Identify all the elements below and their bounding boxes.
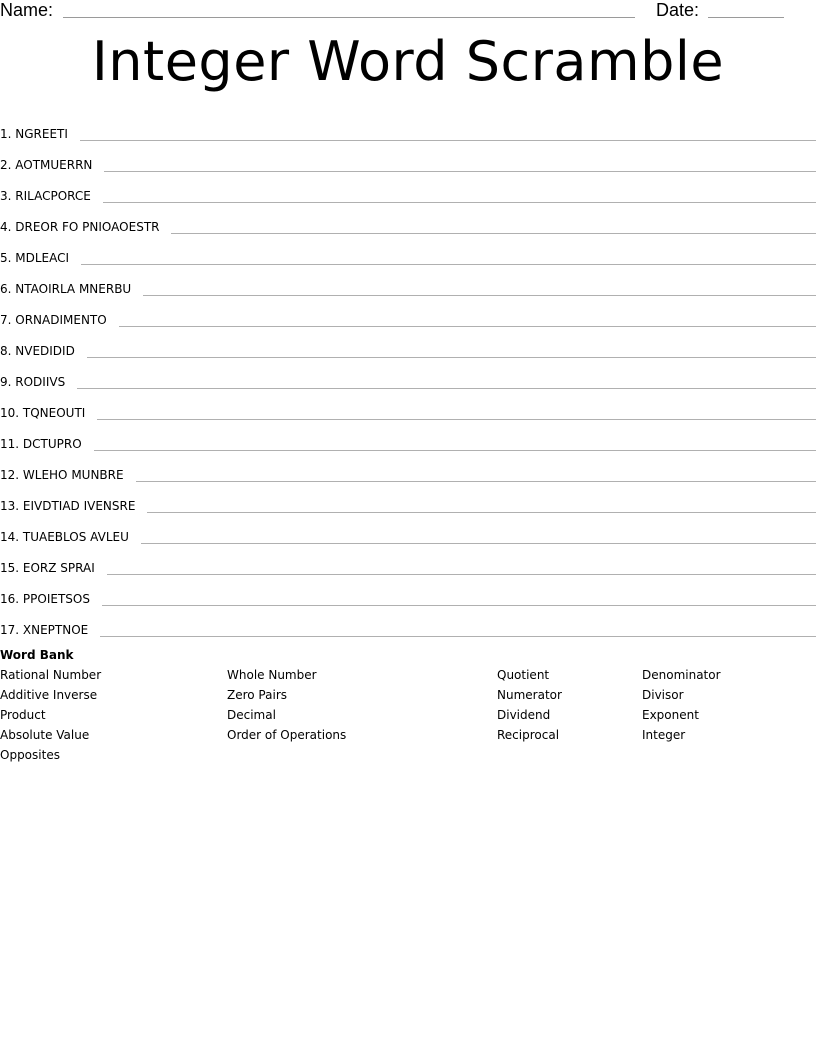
answer-line <box>141 543 816 544</box>
word-bank-item: Decimal <box>227 708 276 722</box>
name-label: Name: <box>0 0 54 20</box>
scramble-item <box>0 205 816 236</box>
scramble-item <box>0 608 816 639</box>
scramble-word: 17. XNEPTNOE <box>0 623 89 637</box>
word-bank-column <box>497 666 562 746</box>
answer-line <box>143 295 816 296</box>
scramble-word: 2. AOTMUERRN <box>0 158 93 172</box>
word-bank-item: Whole Number <box>227 668 317 682</box>
scramble-word: 15. EORZ SPRAI <box>0 561 95 575</box>
word-bank-title: Word Bank <box>0 648 74 662</box>
scramble-word: 6. NTAOIRLA MNERBU <box>0 282 132 296</box>
scramble-item <box>0 174 816 205</box>
word-bank-item: Reciprocal <box>497 728 560 742</box>
scramble-item <box>0 298 816 329</box>
answer-line <box>136 481 816 482</box>
scramble-word: 8. NVEDIDID <box>0 344 75 358</box>
scramble-word: 14. TUAEBLOS AVLEU <box>0 530 129 544</box>
answer-line <box>80 140 816 141</box>
answer-line <box>100 636 816 637</box>
date-field-line <box>708 17 784 18</box>
scramble-item <box>0 453 816 484</box>
header <box>0 0 816 22</box>
scramble-word: 12. WLEHO MUNBRE <box>0 468 124 482</box>
word-bank-column <box>0 666 101 766</box>
scramble-item <box>0 112 816 143</box>
scramble-item <box>0 391 816 422</box>
answer-line <box>107 574 816 575</box>
scramble-word: 7. ORNADIMENTO <box>0 313 107 327</box>
word-bank-item: Absolute Value <box>0 728 90 742</box>
word-bank-item: Quotient <box>497 668 550 682</box>
scramble-word: 3. RILACPORCE <box>0 189 91 203</box>
word-bank-item: Divisor <box>642 688 684 702</box>
page-title: Integer Word Scramble <box>91 30 725 93</box>
scramble-item <box>0 267 816 298</box>
scramble-item <box>0 329 816 360</box>
answer-line <box>147 512 816 513</box>
word-bank-item: Dividend <box>497 708 551 722</box>
word-bank-column <box>227 666 346 746</box>
date-label: Date: <box>656 0 700 20</box>
answer-line <box>81 264 816 265</box>
name-field-line <box>63 17 635 18</box>
scramble-item <box>0 360 816 391</box>
scramble-item <box>0 236 816 267</box>
word-bank-item: Opposites <box>0 748 60 762</box>
answer-line <box>103 202 816 203</box>
scramble-word: 10. TQNEOUTI <box>0 406 86 420</box>
word-bank-item: Numerator <box>497 688 562 702</box>
word-bank-item: Rational Number <box>0 668 102 682</box>
word-bank-item: Integer <box>642 728 686 742</box>
scramble-item <box>0 484 816 515</box>
answer-line <box>77 388 816 389</box>
word-bank-item: Exponent <box>642 708 699 722</box>
answer-line <box>171 233 816 234</box>
word-bank <box>0 646 816 786</box>
scramble-item <box>0 515 816 546</box>
scramble-word: 13. EIVDTIAD IVENSRE <box>0 499 136 513</box>
answer-line <box>87 357 816 358</box>
word-bank-item: Product <box>0 708 46 722</box>
scramble-word: 16. PPOIETSOS <box>0 592 90 606</box>
scramble-word: 5. MDLEACI <box>0 251 70 265</box>
scramble-word: 9. RODIIVS <box>0 375 66 389</box>
word-bank-item: Additive Inverse <box>0 688 98 702</box>
word-bank-column <box>642 666 721 746</box>
answer-line <box>119 326 816 327</box>
scramble-list <box>0 112 816 639</box>
scramble-word: 4. DREOR FO PNIOAOESTR <box>0 220 160 234</box>
scramble-word: 11. DCTUPRO <box>0 437 82 451</box>
scramble-item <box>0 143 816 174</box>
word-bank-grid <box>0 666 816 786</box>
scramble-item <box>0 422 816 453</box>
word-bank-item: Denominator <box>642 668 721 682</box>
scramble-word: 1. NGREETI <box>0 127 68 141</box>
answer-line <box>94 450 816 451</box>
answer-line <box>104 171 816 172</box>
answer-line <box>102 605 816 606</box>
scramble-item <box>0 577 816 608</box>
word-bank-item: Order of Operations <box>227 728 347 742</box>
scramble-item <box>0 546 816 577</box>
word-bank-item: Zero Pairs <box>227 688 287 702</box>
answer-line <box>97 419 816 420</box>
